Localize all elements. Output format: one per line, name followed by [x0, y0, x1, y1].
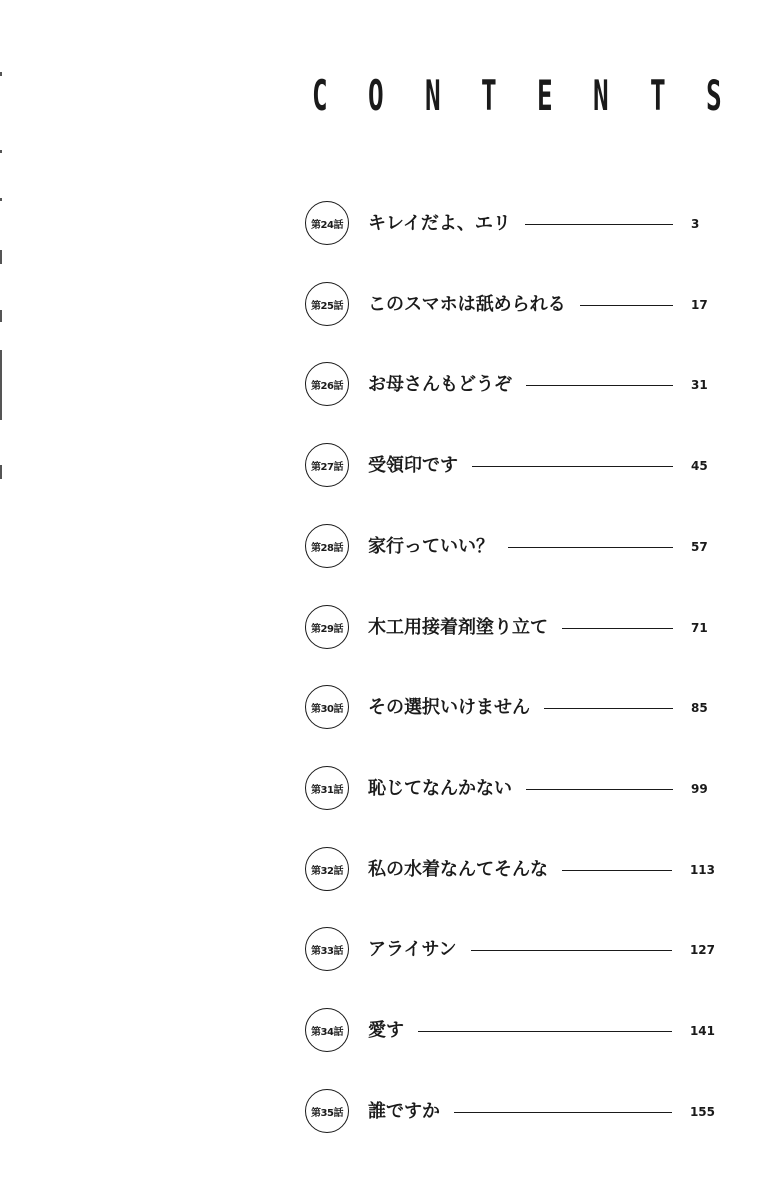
toc-entry-row — [368, 857, 715, 883]
toc-entry[interactable] — [305, 443, 715, 491]
toc-entry-row — [368, 776, 715, 802]
leader-line — [562, 870, 672, 871]
chapter-number-badge: 第33話 — [305, 927, 349, 971]
page-number: 99 — [691, 782, 708, 796]
chapter-number-badge: 第34話 — [305, 1008, 349, 1052]
contents-heading-letter: C — [312, 71, 328, 120]
toc-entry-row — [368, 937, 715, 963]
page-number: 85 — [691, 701, 708, 715]
toc-entry-row — [368, 1099, 715, 1125]
chapter-number-badge: 第31話 — [305, 766, 349, 810]
contents-heading — [312, 66, 732, 126]
chapter-title: 私の水着なんてそんな — [368, 859, 548, 880]
chapter-title: 受領印です — [368, 455, 458, 476]
toc-entry[interactable] — [305, 766, 715, 814]
page-number: 113 — [689, 863, 715, 877]
leader-line — [418, 1031, 672, 1032]
chapter-number-badge: 第29話 — [305, 605, 349, 649]
page-number: 155 — [689, 1105, 715, 1119]
chapter-number-badge: 第27話 — [305, 443, 349, 487]
chapter-number-badge: 第25話 — [305, 282, 349, 326]
leader-line — [472, 466, 673, 467]
contents-heading-letter: T — [480, 71, 497, 120]
toc-entry[interactable] — [305, 605, 715, 653]
contents-heading-letter: E — [537, 71, 553, 120]
leader-line — [508, 547, 673, 548]
toc-entry[interactable] — [305, 524, 715, 572]
contents-heading-letter: O — [368, 71, 384, 120]
chapter-number-badge: 第26話 — [305, 362, 349, 406]
page-number: 71 — [691, 621, 708, 635]
toc-entry-row — [368, 695, 715, 721]
page-number: 45 — [691, 459, 708, 473]
leader-line — [525, 224, 673, 225]
page-number: 17 — [691, 298, 708, 312]
leader-line — [454, 1112, 672, 1113]
chapter-number-badge: 第24話 — [305, 201, 349, 245]
toc-entry-row — [368, 615, 715, 641]
chapter-number-badge: 第30話 — [305, 685, 349, 729]
contents-heading-letter: N — [424, 71, 441, 120]
chapter-title: アライサン — [368, 939, 457, 960]
toc-entry[interactable] — [305, 1008, 715, 1056]
chapter-title: 家行っていい？ — [368, 536, 494, 557]
page-edge-marks — [0, 70, 3, 490]
page-number: 57 — [691, 540, 708, 554]
contents-heading-letter: S — [705, 71, 722, 120]
toc-entry[interactable] — [305, 1089, 715, 1137]
leader-line — [526, 385, 673, 386]
chapter-number-badge: 第35話 — [305, 1089, 349, 1133]
chapter-number-badge: 第32話 — [305, 847, 349, 891]
page-number: 141 — [689, 1024, 715, 1038]
contents-heading-letter: N — [593, 71, 610, 120]
chapter-title: キレイだよ、エリ — [368, 213, 511, 234]
chapter-title: 誰ですか — [368, 1101, 440, 1122]
page-number: 31 — [691, 378, 708, 392]
contents-heading-letter: T — [649, 71, 666, 120]
toc-entry-row — [368, 211, 715, 237]
toc-entry[interactable] — [305, 201, 715, 249]
chapter-title: 愛す — [368, 1020, 404, 1041]
chapter-number-badge: 第28話 — [305, 524, 349, 568]
toc-entry-row — [368, 1018, 715, 1044]
chapter-title: その選択いけません — [368, 697, 530, 718]
chapter-title: このスマホは舐められる — [368, 294, 566, 315]
page-number: 3 — [691, 217, 700, 231]
toc-entry-row — [368, 292, 715, 318]
leader-line — [526, 789, 673, 790]
leader-line — [562, 628, 673, 629]
chapter-title: 木工用接着剤塗り立て — [368, 617, 548, 638]
leader-line — [544, 708, 673, 709]
chapter-title: 恥じてなんかない — [368, 778, 512, 799]
leader-line — [580, 305, 673, 306]
chapter-title: お母さんもどうぞ — [368, 374, 512, 395]
toc-entry[interactable] — [305, 362, 715, 410]
toc-entry-row — [368, 372, 715, 398]
toc-entry[interactable] — [305, 847, 715, 895]
leader-line — [471, 950, 672, 951]
toc-entry-row — [368, 453, 715, 479]
toc-entry[interactable] — [305, 927, 715, 975]
toc-entry[interactable] — [305, 282, 715, 330]
toc-entry[interactable] — [305, 685, 715, 733]
page-number: 127 — [689, 943, 715, 957]
toc-entry-row — [368, 534, 715, 560]
